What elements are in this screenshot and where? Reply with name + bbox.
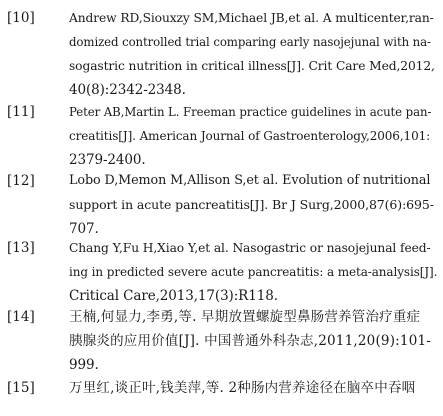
reference-text-line: 胰腺炎的应用价值[J]. 中国普通外科杂志,2011,20(9):101-	[69, 333, 432, 349]
reference-number: [12]	[7, 173, 35, 189]
reference-text-line: support in acute pancreatitis[J]. Br J Surg,2000,87(6):695-	[69, 197, 434, 212]
reference-number: [14]	[7, 309, 35, 325]
reference-number: [13]	[7, 240, 35, 256]
reference-text-line: Andrew RD,Siouxzy SM,Michael JB,et al. A multicenter,ran-	[69, 11, 434, 25]
reference-text-line: 王楠,何显力,李勇,等. 早期放置螺旋型鼻肠营养管治疗重症	[69, 309, 421, 325]
reference-text-line: sogastric nutrition in critical illness[J]. Crit Care Med,2012,	[69, 59, 435, 73]
reference-text-line: 万里红,谈正叶,钱美萍,等. 2种肠内营养途径在脑卒中吞咽	[69, 380, 416, 396]
reference-text-line: 707.	[69, 221, 99, 237]
reference-number: [11]	[7, 104, 35, 120]
reference-text-line: Critical Care,2013,17(3):R118.	[69, 288, 278, 304]
reference-text-line: Chang Y,Fu H,Xiao Y,et al. Nasogastric or nasojejunal feed-	[69, 241, 431, 255]
reference-text-line: Peter AB,Martin L. Freeman practice guidelines in acute pan-	[69, 105, 432, 119]
reference-text-line: domized controlled trial comparing early nasojejunal with na-	[69, 35, 431, 49]
reference-text-line: 40(8):2342-2348.	[69, 82, 186, 98]
reference-text-line: Lobo D,Memon M,Allison S,et al. Evolution of nutritional	[69, 173, 431, 188]
reference-number: [15]	[7, 380, 35, 396]
reference-text-line: 999.	[69, 357, 99, 373]
reference-text-line: 2379-2400.	[69, 152, 146, 168]
reference-number: [10]	[7, 10, 35, 26]
reference-text-line: ing in predicted severe acute pancreatitis: a meta-analysis[J].	[69, 265, 438, 279]
reference-text-line: creatitis[J]. American Journal of Gastroenterology,2006,101:	[69, 129, 431, 143]
